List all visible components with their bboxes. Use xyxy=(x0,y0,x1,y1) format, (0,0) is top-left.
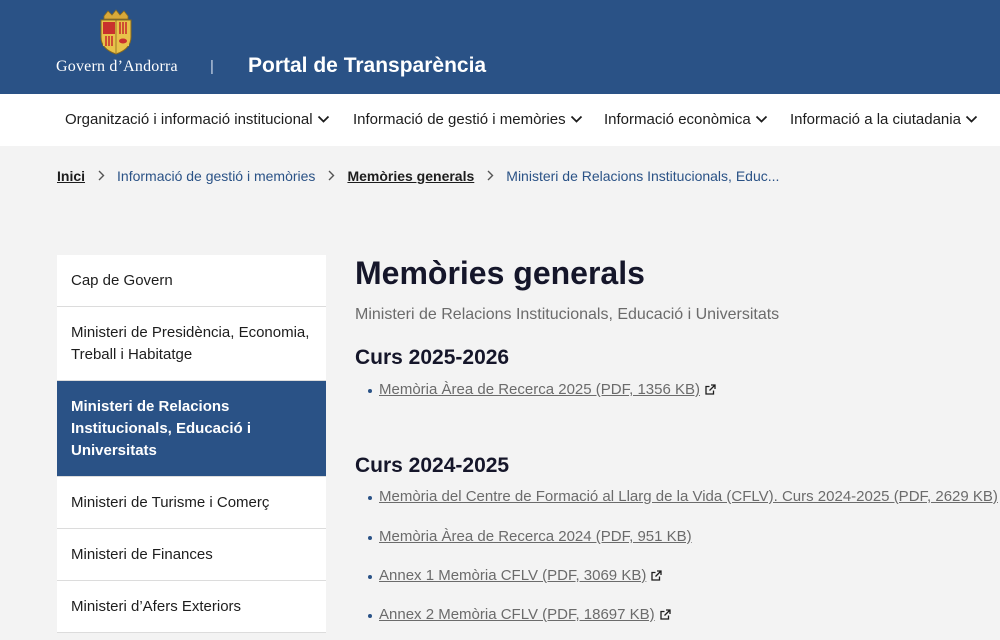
coat-of-arms-icon[interactable] xyxy=(95,9,137,55)
list-item xyxy=(379,567,662,584)
list-item xyxy=(379,606,671,623)
sidebar-item-label: Ministeri de Finances xyxy=(71,545,213,563)
list-item xyxy=(379,381,716,398)
page-title: Memòries generals xyxy=(355,255,645,291)
chevron-down-icon xyxy=(317,115,330,124)
sidebar-item-label: Cap de Govern xyxy=(71,271,173,289)
header-separator: | xyxy=(210,58,214,75)
chevron-right-icon xyxy=(315,168,347,184)
breadcrumb-memories-link[interactable]: Memòries generals xyxy=(347,168,475,184)
breadcrumb xyxy=(57,168,779,184)
nav-item-organitzacio[interactable] xyxy=(65,111,330,128)
document-link[interactable]: Annex 1 Memòria CFLV (PDF, 3069 KB) xyxy=(379,567,647,584)
sidebar-item-label: Ministeri de Relacions Institucionals, Educació i Universitats xyxy=(71,397,252,459)
sidebar-item-finances[interactable] xyxy=(57,529,326,581)
nav-item-economica[interactable] xyxy=(604,111,768,128)
sidebar-item-cap-de-govern[interactable] xyxy=(57,255,326,307)
document-link[interactable]: Annex 2 Memòria CFLV (PDF, 18697 KB) xyxy=(379,606,655,623)
government-name[interactable]: Govern d’Andorra xyxy=(56,58,178,75)
document-link[interactable]: Memòria Àrea de Recerca 2025 (PDF, 1356 KB) xyxy=(379,381,700,398)
nav-item-label: Informació a la ciutadania xyxy=(790,111,961,128)
document-link[interactable]: Memòria Àrea de Recerca 2024 (PDF, 951 KB) xyxy=(379,528,692,545)
sidebar-item-label: Ministeri d’Afers Exteriors xyxy=(71,597,242,615)
sidebar-item-afers-exteriors[interactable] xyxy=(57,581,326,633)
nav-item-label: Organització i informació institucional xyxy=(65,111,313,128)
ministry-sidebar xyxy=(57,255,326,633)
document-link[interactable]: Memòria del Centre de Formació al Llarg de la Vida (CFLV). Curs 2024-2025 (PDF, 2629 KB) xyxy=(379,488,998,505)
nav-item-label: Informació econòmica xyxy=(604,111,751,128)
breadcrumb-home-link[interactable]: Inici xyxy=(57,168,86,184)
portal-title[interactable]: Portal de Transparència xyxy=(248,54,487,77)
breadcrumb-current[interactable]: Ministeri de Relacions Institucionals, Educ... xyxy=(506,168,780,184)
nav-item-ciutadania[interactable] xyxy=(790,111,978,128)
breadcrumb-gestio-link[interactable]: Informació de gestió i memòries xyxy=(117,168,316,184)
sidebar-item-label: Ministeri de Turisme i Comerç xyxy=(71,493,270,511)
nav-item-gestio[interactable] xyxy=(353,111,583,128)
sidebar-item-presidencia[interactable] xyxy=(57,307,326,381)
external-link-icon xyxy=(660,609,671,620)
sidebar-item-label: Ministeri de Presidència, Economia, Treball i Habitatge xyxy=(71,323,310,363)
sidebar-item-relacions-institucionals[interactable] xyxy=(57,381,326,477)
nav-item-label: Informació de gestió i memòries xyxy=(353,111,566,128)
list-item xyxy=(379,528,692,545)
external-link-icon xyxy=(705,384,716,395)
section-heading-2024-2025: Curs 2024-2025 xyxy=(355,454,510,477)
chevron-right-icon xyxy=(85,168,117,184)
site-header xyxy=(0,0,1000,94)
chevron-down-icon xyxy=(570,115,583,124)
external-link-icon xyxy=(651,570,662,581)
main-nav xyxy=(0,94,1000,146)
page-subtitle: Ministeri de Relacions Institucionals, Educació i Universitats xyxy=(355,306,780,323)
section-heading-2025-2026: Curs 2025-2026 xyxy=(355,346,510,369)
sidebar-item-turisme[interactable] xyxy=(57,477,326,529)
list-item xyxy=(379,488,998,505)
chevron-down-icon xyxy=(965,115,978,124)
chevron-right-icon xyxy=(474,168,506,184)
chevron-down-icon xyxy=(755,115,768,124)
